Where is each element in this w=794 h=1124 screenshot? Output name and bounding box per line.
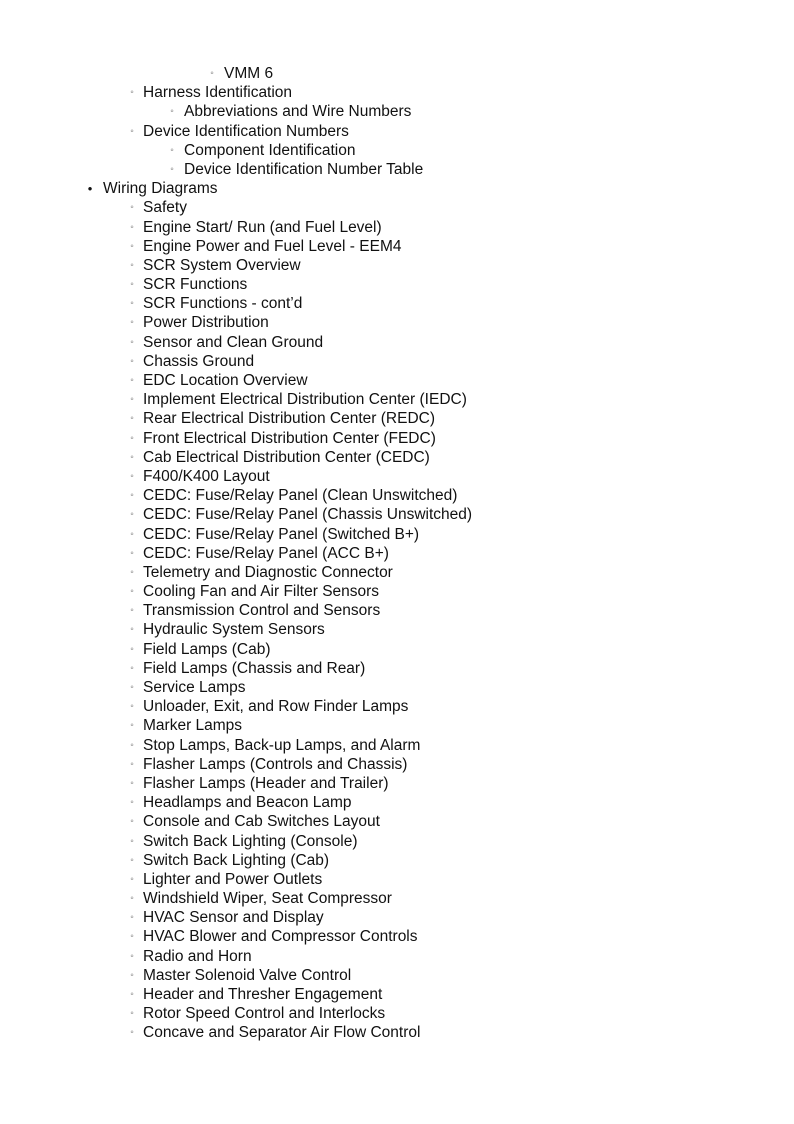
bullet-circle-icon: ◦ [130,547,134,559]
list-item-label: Device Identification Number Table [184,160,424,178]
bullet-circle-icon: ◦ [130,221,134,233]
bullet-circle-icon: ◦ [130,490,134,502]
list-item-label: Master Solenoid Valve Control [143,966,352,984]
bullet-circle-icon: ◦ [130,931,134,943]
bullet-circle-icon: ◦ [130,279,134,291]
list-item-label: Telemetry and Diagnostic Connector [143,563,393,581]
bullet-circle-icon: ◦ [170,106,174,118]
list-item-label: Sensor and Clean Ground [143,333,324,351]
list-item-label: SCR Functions [143,276,248,294]
list-item-label: Hydraulic System Sensors [143,621,325,639]
list-item-label: Power Distribution [143,314,269,332]
bullet-circle-icon: ◦ [210,68,214,79]
bullet-circle-icon: ◦ [130,298,134,310]
bullet-circle-icon: ◦ [130,125,134,137]
bullet-circle-icon: ◦ [130,355,134,367]
bullet-circle-icon: ◦ [130,989,134,1000]
bullet-circle-icon: ◦ [130,969,134,981]
bullet-circle-icon: ◦ [130,87,134,99]
list-item-label: SCR System Overview [143,256,301,274]
list-item-label: Safety [143,199,187,217]
bullet-circle-icon: ◦ [130,1027,134,1039]
bullet-circle-icon: ◦ [130,470,134,482]
list-item-label: Header and Thresher Engagement [143,986,383,1003]
list-item-label: Implement Electrical Distribution Center (IEDC) [143,391,467,409]
list-item-label: CEDC: Fuse/Relay Panel (Clean Unswitched) [143,487,458,505]
bullet-circle-icon: ◦ [130,451,134,463]
bullet-circle-icon: ◦ [130,777,134,789]
list-item-label: Headlamps and Beacon Lamp [143,794,352,812]
bullet-circle-icon: ◦ [130,720,134,732]
list-item-label: Field Lamps (Chassis and Rear) [143,659,366,677]
list-item-label: Abbreviations and Wire Numbers [184,103,412,121]
bullet-circle-icon: ◦ [130,873,134,885]
bullet-circle-icon: ◦ [130,317,134,329]
bullet-circle-icon: ◦ [130,259,134,271]
list-item-label: Device Identification Numbers [143,122,349,140]
list-item-label: F400/K400 Layout [143,467,270,485]
bullet-circle-icon: ◦ [130,758,134,770]
list-item-label: VMM 6 [224,65,274,82]
bullet-circle-icon: ◦ [130,624,134,636]
list-item-label: Engine Power and Fuel Level - EEM4 [143,237,402,255]
bullet-circle-icon: ◦ [170,163,174,175]
bullet-circle-icon: ◦ [130,816,134,828]
list-item-label: Harness Identification [143,84,293,102]
list-item-label: Chassis Ground [143,352,255,370]
list-item-label: Lighter and Power Outlets [143,870,323,888]
bullet-circle-icon: ◦ [130,605,134,617]
bullet-circle-icon: ◦ [130,336,134,348]
bullet-circle-icon: ◦ [130,1008,134,1020]
list-item-label: Front Electrical Distribution Center (FEDC) [143,429,436,447]
list-item-label: CEDC: Fuse/Relay Panel (Chassis Unswitched) [143,506,473,524]
list-item-label: Marker Lamps [143,717,243,735]
bullet-circle-icon: ◦ [130,912,134,924]
bullet-circle-icon: ◦ [130,432,134,444]
bullet-circle-icon: ◦ [130,893,134,905]
list-item-label: Wiring Diagrams [103,180,218,198]
list-item-label: Rotor Speed Control and Interlocks [143,1005,386,1023]
list-item-label: Flasher Lamps (Header and Trailer) [143,774,389,792]
bullet-circle-icon: ◦ [130,643,134,655]
list-item-label: Cooling Fan and Air Filter Sensors [143,583,380,601]
bullet-circle-icon: ◦ [130,835,134,847]
list-item-label: CEDC: Fuse/Relay Panel (ACC B+) [143,544,389,562]
bullet-disc-icon: • [87,181,93,197]
list-item-label: Console and Cab Switches Layout [143,813,380,831]
bullet-circle-icon: ◦ [130,566,134,578]
list-item-label: Engine Start/ Run (and Fuel Level) [143,218,382,236]
list-item-label: Field Lamps (Cab) [143,640,271,658]
list-item-label: Flasher Lamps (Controls and Chassis) [143,755,408,773]
list-item-label: Switch Back Lighting (Console) [143,832,358,850]
bullet-circle-icon: ◦ [130,854,134,866]
bullet-circle-icon: ◦ [130,413,134,425]
bullet-circle-icon: ◦ [130,950,134,962]
list-item-label: HVAC Blower and Compressor Controls [143,928,418,946]
list-item-label: CEDC: Fuse/Relay Panel (Switched B+) [143,525,420,543]
list-item-label: Switch Back Lighting (Cab) [143,851,330,869]
list-item-label: Concave and Separator Air Flow Control [143,1024,421,1042]
list-item-label: EDC Location Overview [143,372,308,389]
bullet-circle-icon: ◦ [130,701,134,713]
list-item-label: Stop Lamps, Back-up Lamps, and Alarm [143,736,421,754]
bullet-circle-icon: ◦ [130,509,134,521]
bullet-circle-icon: ◦ [130,739,134,751]
list-item-label: Component Identification [184,141,356,159]
bullet-circle-icon: ◦ [130,375,134,386]
list-item-label: Unloader, Exit, and Row Finder Lamps [143,698,409,716]
bullet-circle-icon: ◦ [130,240,134,252]
bullet-circle-icon: ◦ [130,586,134,598]
bullet-circle-icon: ◦ [130,202,134,214]
list-item-label: HVAC Sensor and Display [143,909,324,927]
bullet-circle-icon: ◦ [170,144,174,156]
list-item-label: Cab Electrical Distribution Center (CEDC) [143,448,430,466]
bullet-circle-icon: ◦ [130,394,134,406]
list-item-label: SCR Functions - cont’d [143,295,303,313]
list-item-label: Radio and Horn [143,947,252,965]
bullet-circle-icon: ◦ [130,662,134,674]
bullet-circle-icon: ◦ [130,528,134,540]
list-item-label: Rear Electrical Distribution Center (REDC) [143,410,435,428]
bullet-circle-icon: ◦ [130,682,134,693]
bullet-circle-icon: ◦ [130,797,134,809]
list-item-label: Transmission Control and Sensors [143,602,381,620]
list-item-label: Service Lamps [143,679,246,696]
list-item-label: Windshield Wiper, Seat Compressor [143,890,392,908]
